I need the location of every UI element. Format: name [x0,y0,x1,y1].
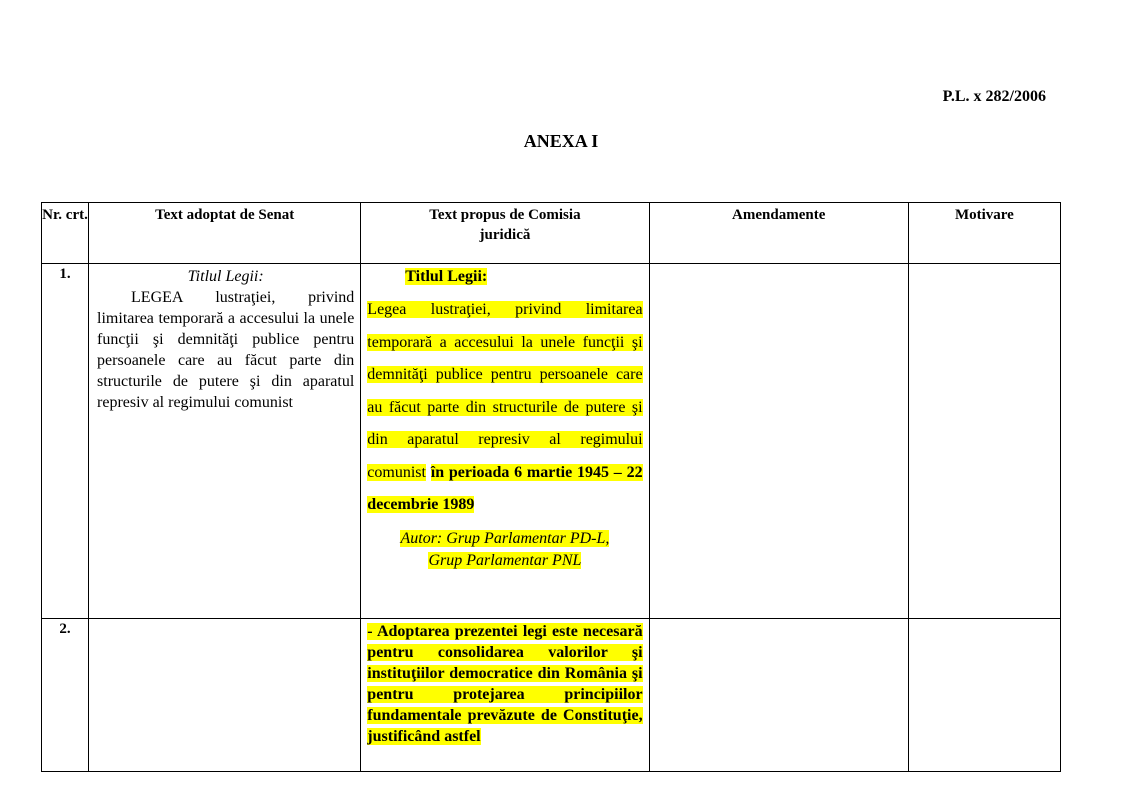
propus-title: Titlul Legii: [405,268,488,285]
motivare-cell [908,619,1060,772]
row-number: 2. [42,619,89,772]
motivare-cell [908,264,1060,619]
header-propus-line1: Text propus de Comisia [429,207,581,223]
table-row [42,264,1061,619]
row-number: 1. [42,264,89,619]
header-senat: Text adoptat de Senat [89,203,361,264]
propus-text-bold: - Adoptarea prezentei legi este necesară pentru consolidarea valorilor şi instituţiilor democratice din România şi pentru protejarea principiilor fundamentale prevăzute de Constituţie, justificând astfel [367,623,643,745]
propus-text-cell [361,264,649,619]
senat-title: Titlul Legii: [187,268,264,285]
senat-text-cell [89,619,361,772]
header-motivare: Motivare [908,203,1060,264]
header-propus-line2: juridică [479,227,531,243]
table-header-row [42,203,1061,264]
senat-text: LEGEA lustraţiei, privind limitarea temporară a accesului la unele funcţii şi demnităţi publice pentru persoanele care au făcut parte din structurile de putere şi din aparatul represiv al regimului comunist [97,289,355,411]
header-propus [361,203,649,264]
header-nr: Nr. crt. [42,203,89,264]
propus-author-line1: Autor: Grup Parlamentar PD-L, [400,529,610,547]
document-reference: P.L. x 282/2006 [942,88,1046,105]
senat-text-cell [89,264,361,619]
propus-text: Legea lustraţiei, privind limitarea temporară a accesului la unele funcţii şi demnităţi publice pentru persoanele care au făcut parte din structurile de putere şi din aparatul represiv al regimului comunist [367,301,643,481]
table-row [42,619,1061,772]
propus-author-line2: Grup Parlamentar PNL [428,551,582,569]
annex-title: ANEXA I [523,131,599,151]
amendments-table [41,202,1061,772]
propus-text-cell [361,619,649,772]
amendamente-cell [649,264,908,619]
amendamente-cell [649,619,908,772]
propus-text-bold: în perioada 6 martie 1945 – 22 decembrie 1989 [367,463,643,513]
header-amendamente: Amendamente [649,203,908,264]
